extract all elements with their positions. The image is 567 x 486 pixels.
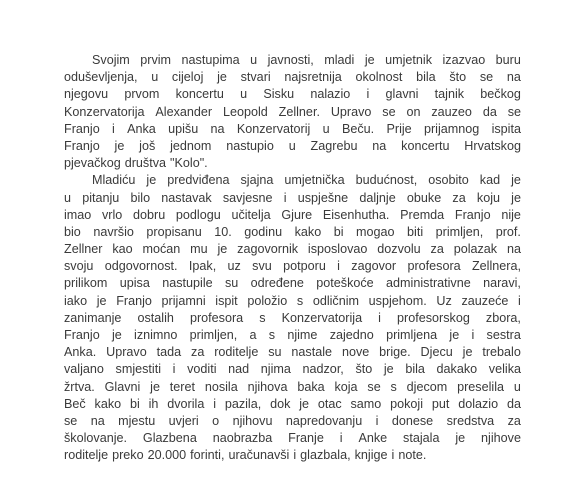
text-line: oduševljenja, u cijeloj je stvari najsretnija okolnost bila što se na: [64, 70, 521, 85]
text-line: njegovu prvom koncertu u Sisku nalazio i glavni tajnik bečkog: [64, 87, 521, 102]
text-line: svoju odgovornost. Ipak, uz svu potporu i zagovor profesora Zellnera,: [64, 259, 521, 274]
text-line: valjano smjestiti i voditi nad njima nadzor, što je bila dakako velika: [64, 362, 521, 377]
text-line: roditelje preko 20.000 forinti, uračunavši i glazbala, knjige i note.: [64, 448, 427, 463]
text-line: Franjo i Anka upišu na Konzervatorij u Beču. Prije prijamnog ispita: [64, 121, 521, 136]
text-line: školovanje. Glazbena naobrazba Franje i Anke stajala je njihove: [64, 431, 521, 446]
text-line: prilikom upisa nastupile su određene poteškoće administrativne naravi,: [64, 276, 521, 291]
text-line: u pitanju bilo nastavak savjesne i uspješne daljnje obuke za koju je: [64, 190, 521, 205]
text-line: Mladiću je predviđena sjajna umjetnička budućnost, osobito kad je: [92, 173, 521, 188]
text-line: pjevačkog društva "Kolo".: [64, 156, 208, 171]
text-line: se na mjestu uvjeri o njihovu napredovanju i donese sredstva za: [64, 413, 521, 428]
body-text: [64, 52, 521, 465]
text-line: Zellner kao moćan mu je zagovornik isposlovao dozvolu za polazak na: [64, 242, 521, 257]
text-line: Svojim prvim nastupima u javnosti, mladi je umjetnik izazvao buru: [92, 53, 521, 67]
paragraph: [64, 52, 521, 172]
text-line: Anka. Upravo tada za roditelje su nastale nove brige. Djecu je trebalo: [64, 345, 521, 360]
text-line: zanimanje ostalih profesora s Konzervatorija i profesorskog zbora,: [64, 310, 521, 325]
text-line: žrtva. Glavni je teret nosila njihova baka koja se s djecom preselila u: [64, 379, 521, 394]
text-line: imao vrlo dobru podlogu učitelja Gjure Eisenhutha. Premda Franjo nije: [64, 207, 521, 222]
text-line: Franjo je iznimno primljen, a s njime zajedno primljena je i sestra: [64, 328, 521, 342]
text-line: bio navršio propisanu 10. godinu kako bi mogao biti primljen, prof.: [64, 224, 521, 239]
text-line: Beč kako bi ih dvorila i pazila, dok je otac samo pokoji put dolazio da: [64, 396, 521, 411]
text-line: Franjo je još jednom nastupio u Zagrebu na koncertu Hrvatskog: [64, 138, 521, 153]
paragraph: [64, 172, 521, 464]
text-line: Konzervatorija Alexander Leopold Zellner. Upravo se on zauzeo da se: [64, 104, 521, 119]
bleed-through-shadow: [170, 0, 550, 50]
text-line: iako je Franjo prijamni ispit položio s odličnim uspjehom. Uz zauzeće i: [64, 293, 521, 308]
